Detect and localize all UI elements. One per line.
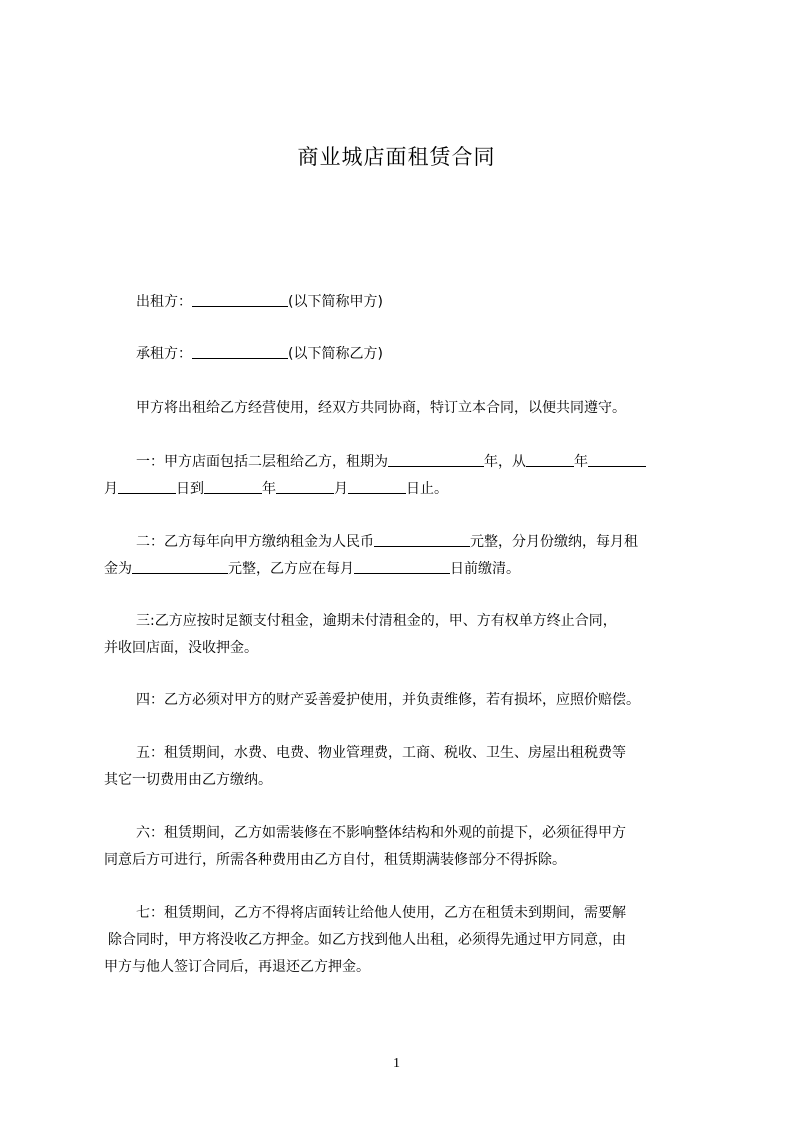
lessee-line (136, 344, 736, 364)
start-year-blank (526, 452, 574, 467)
clause-5-line-1: 五：租赁期间，水费、电费、物业管理费，工商、税收、卫生、房屋出租税费等 (136, 745, 626, 761)
clause-6-line-1: 六：租赁期间，乙方如需装修在不影响整体结构和外观的前提下，必须征得甲方 (136, 825, 626, 841)
lessor-blank (192, 292, 288, 307)
clause-6-line-2: 同意后方可进行，所需各种费用由乙方自付，租赁期满装修部分不得拆除。 (104, 852, 566, 868)
clause-5-line-2: 其它一切费用由乙方缴纳。 (104, 772, 272, 788)
document-title: 商业城店面租赁合同 (297, 145, 496, 169)
annual-rent-blank (374, 532, 470, 547)
lessor-label: 出租方： (136, 294, 192, 310)
lessee-label: 承租方： (136, 346, 192, 362)
clause-2-line-1: 二：乙方每年向甲方缴纳租金为人民币 元整，分月份缴纳，每月租 (136, 534, 638, 550)
start-day-blank (118, 479, 176, 494)
end-day-blank (348, 479, 406, 494)
lessee-note: (以下简称乙方) (288, 346, 383, 362)
clause-4-line-1: 四：乙方必须对甲方的财产妥善爱护使用，并负责维修，若有损坏，应照价赔偿。 (136, 692, 640, 708)
lessor-note: (以下简称甲方) (288, 294, 383, 310)
clause-1-line-1: 一：甲方店面包括二层租给乙方，租期为 年，从 年 (136, 452, 736, 472)
lessor-line (136, 292, 736, 312)
clause-7-line-2: 除合同时，甲方将没收乙方押金。如乙方找到他人出租，必须得先通过甲方同意，由 (108, 932, 626, 948)
end-month-blank (276, 479, 334, 494)
preamble: 甲方将出租给乙方经营使用，经双方共同协商，特订立本合同，以便共同遵守。 (136, 400, 626, 416)
clause-1-line-2: 月 日到 年 月 日止。 (104, 481, 448, 497)
clause-7-line-1: 七：租赁期间，乙方不得将店面转让给他人使用，乙方在租赁未到期间，需要解 (136, 905, 626, 921)
due-day-blank (354, 559, 450, 574)
lease-term-years-blank (388, 452, 484, 467)
clause-3-line-2: 并收回店面，没收押金。 (104, 640, 258, 656)
clause-3-line-1: 三:乙方应按时足额支付租金，逾期未付清租金的，甲、方有权单方终止合同， (136, 613, 617, 629)
clause-2-line-2: 金为 元整，乙方应在每月 日前缴清。 (104, 561, 520, 577)
clause-7-line-3: 甲方与他人签订合同后，再退还乙方押金。 (104, 959, 370, 975)
end-year-blank (204, 479, 262, 494)
lessee-blank (192, 344, 288, 359)
monthly-rent-blank (132, 559, 228, 574)
page-number: 1 (393, 1056, 400, 1071)
start-month-blank (588, 452, 646, 467)
